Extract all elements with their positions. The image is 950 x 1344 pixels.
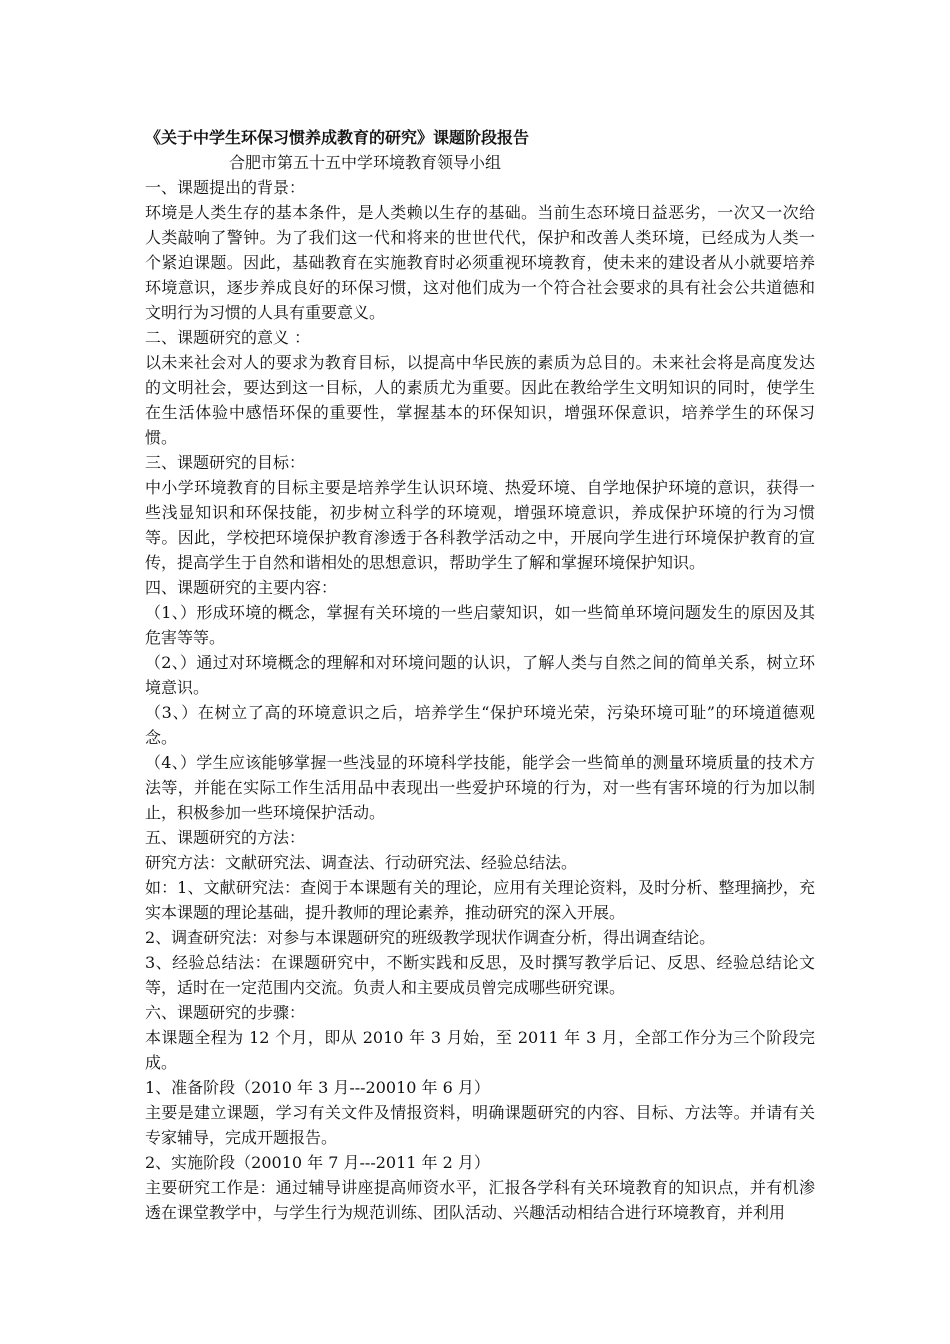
body-paragraph: 如：1、文献研究法：查阅于本课题有关的理论，应用有关理论资料，及时分析、整理摘抄，充实本课题的理论基础，提升教师的理论素养，推动研究的深入开展。 [145,878,815,922]
body-paragraph: 主要是建立课题，学习有关文件及情报资料，明确课题研究的内容、目标、方法等。并请有关专家辅导，完成开题报告。 [145,1103,815,1147]
body-paragraph: （4、）学生应该能够掌握一些浅显的环境科学技能，能学会一些简单的测量环境质量的技术方法等，并能在实际工作生活用品中表现出一些爱护环境的行为，对一些有害环境的行为加以制止，积极参加一些环境保护活动。 [145,753,815,822]
body-paragraph: 主要研究工作是：通过辅导讲座提高师资水平，汇报各学科有关环境教育的知识点，并有机渗透在课堂教学中，与学生行为规范训练、团队活动、兴趣活动相结合进行环境教育，并利用 [145,1178,815,1222]
body-paragraph: 研究方法：文献研究法、调查法、行动研究法、经验总结法。 [145,853,578,872]
body-paragraph: （3、）在树立了高的环境意识之后，培养学生“保护环境光荣，污染环境可耻”的环境道德观念。 [145,703,815,747]
section-heading: 一、课题提出的背景： [145,178,306,197]
report-subtitle: 合肥市第五十五中学环境教育领导小组 [229,153,502,172]
section-heading: 四、课题研究的主要内容： [145,578,338,597]
body-paragraph: 3、经验总结法：在课题研究中，不断实践和反思，及时撰写教学后记、反思、经验总结论文等，适时在一定范围内交流。负责人和主要成员曾完成哪些研究课。 [145,953,815,997]
report-body [145,175,815,1225]
section-heading: 二、课题研究的意义 ： [145,328,311,347]
body-paragraph: 1、准备阶段（2010 年 3 月---20010 年 6 月） [145,1078,490,1097]
section-heading: 五、课题研究的方法： [145,828,306,847]
section-heading: 六、课题研究的步骤： [145,1003,306,1022]
body-paragraph: （1、）形成环境的概念，掌握有关环境的一些启蒙知识，如一些简单环境问题发生的原因及其危害等等。 [145,603,815,647]
document-page [145,126,815,1225]
section-heading: 三、课题研究的目标： [145,453,306,472]
body-paragraph: 2、实施阶段（20010 年 7 月---2011 年 2 月） [145,1153,490,1172]
report-title: 《关于中学生环保习惯养成教育的研究》课题阶段报告 [145,128,530,147]
body-paragraph: 本课题全程为 12 个月，即从 2010 年 3 月始，至 2011 年 3 月，全部工作分为三个阶段完成。 [145,1028,815,1072]
body-paragraph: 环境是人类生存的基本条件，是人类赖以生存的基础。当前生态环境日益恶劣，一次又一次给人类敲响了警钟。为了我们这一代和将来的世世代代，保护和改善人类环境，已经成为人类一个紧迫课题。因此，基础教育在实施教育时必须重视环境教育，使未来的建设者从小就要培养环境意识，逐步养成良好的环保习惯，这对他们成为一个符合社会要求的具有社会公共道德和文明行为习惯的人具有重要意义。 [145,203,815,322]
body-paragraph: 以未来社会对人的要求为教育目标，以提高中华民族的素质为总目的。未来社会将是高度发达的文明社会，要达到这一目标，人的素质尤为重要。因此在教给学生文明知识的同时，使学生在生活体验中感悟环保的重要性，掌握基本的环保知识，增强环保意识，培养学生的环保习惯。 [145,353,815,447]
body-paragraph: 中小学环境教育的目标主要是培养学生认识环境、热爱环境、自学地保护环境的意识，获得一些浅显知识和环保技能，初步树立科学的环境观，增强环境意识，养成保护环境的行为习惯等。因此，学校把环境保护教育渗透于各科教学活动之中，开展向学生进行环境保护教育的宣传，提高学生于自然和谐相处的思想意识，帮助学生了解和掌握环境保护知识。 [145,478,815,572]
body-paragraph: （2、）通过对环境概念的理解和对环境问题的认识，了解人类与自然之间的简单关系，树立环境意识。 [145,653,815,697]
body-paragraph: 2、调查研究法：对参与本课题研究的班级教学现状作调查分析，得出调查结论。 [145,928,716,947]
